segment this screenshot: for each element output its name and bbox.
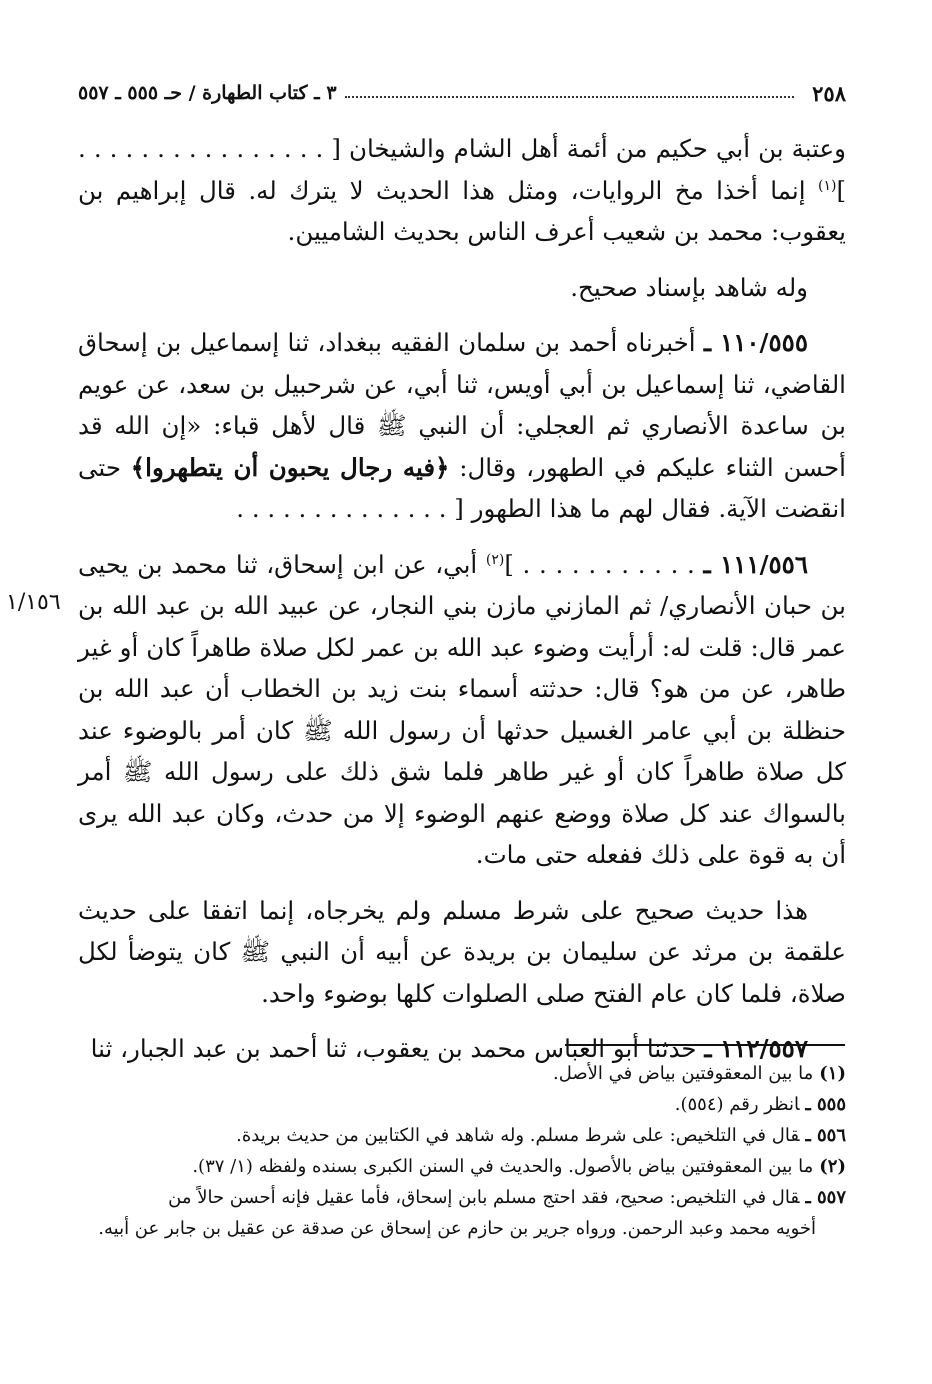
quran-quote: ﴿فيه رجال يحبون أن يتطهروا﴾ — [130, 452, 450, 482]
footnote-separator — [565, 1044, 845, 1046]
footnote-557-continued: أخويه محمد وعبد الرحمن. ورواه جرير بن حازم عن إسحاق عن صدقة عن عقيل بن جابر عن أبيه. — [98, 1218, 816, 1239]
footnote-marker-2: (٢) — [485, 551, 505, 568]
main-text — [78, 128, 846, 1084]
footnote-556: ٥٥٦ ـقال في التلخيص: على شرط مسلم. وله شاهد في الكتابين من حديث بريدة. — [236, 1125, 846, 1146]
hadith-number-557: ١١٢/٥٥٧ ـ — [704, 1034, 808, 1063]
paragraph-commentary: هذا حديث صحيح على شرط مسلم ولم يخرجاه، إنما اتفقا على حديث علقمة بن مرثد عن سليمان بن بريدة عن أبيه أن النبي ﷺ كان يتوضأ لكل صلاة، فلما كان عام الفتح صلى الصلوات كلها بوضوء واحد. — [78, 895, 846, 1008]
hadith-number-556: ١١١/٥٥٦ ـ — [703, 549, 808, 579]
page-number: ٢٥٨ — [812, 80, 846, 106]
footnote-555: ٥٥٥ ـانظر رقم (٥٥٤). — [674, 1094, 846, 1115]
paragraph-2: وله شاهد بإسناد صحيح. — [570, 272, 808, 302]
footnotes — [78, 1058, 846, 1244]
hadith-556: ١١١/٥٥٦ ـ . . . . . . . . . . . ]$^{(٢)}$ أبي، عن ابن إسحاق، ثنا محمد بن يحيى بن حبان الأنصاري/ ثم المازني مازن بني النجار، عن عبيد الله بن عبد الله بن عمر قال: قلت له: أرأيت وضوء عبد الله بن عمر لكل صلاة طاهراً كان أو غير طاهر، عن من هو؟ قال: حدثته أسماء بنت زيد بن الخطاب أن عبد الله بن حنظلة بن أبي عامر الغسيل حدثها أن رسول الله ﷺ كان أمر بالوضوء عند كل صلاة طاهراً كان أو غير طاهر فلما شق ذلك على رسول الله ﷺ أمر بالسواك عند كل صلاة ووضع عنهم الوضوء إلا من حدث، وكان عبد الله يرى أن به قوة على ذلك ففعله حتى مات. — [78, 549, 846, 869]
margin-page-reference: ١/١٥٦ — [6, 590, 61, 615]
running-title: ٣ ـ كتاب الطهارة / حـ ٥٥٥ ـ ٥٥٧ — [78, 82, 337, 104]
hadith-555: ١١٠/٥٥٥ ـ أخبرناه أحمد بن سلمان الفقيه ببغداد، ثنا إسماعيل بن إسحاق القاضي، ثنا إسماعيل بن أبي أويس، ثنا أبي، عن شرحبيل بن سعد، عن عويم بن ساعدة الأنصاري ثم العجلي: أن النبي ﷺ قال لأهل قباء: «إن الله قد أحسن الثناء عليكم في الطهور، وقال: ﴿فيه رجال يحبون أن يتطهروا﴾ حتى انقضت الآية. فقال لهم ما هذا الطهور [ . . . . . . . . . . . . . . — [78, 328, 846, 523]
hadith-557: ١١٢/٥٥٧ ـ حدثنا أبو العباس محمد بن يعقوب، ثنا أحمد بن عبد الجبار، ثنا — [90, 1034, 808, 1063]
header-dotted-leader — [345, 95, 795, 98]
paragraph-1: وعتبة بن أبي حكيم من أئمة أهل الشام والشيخان [ . . . . . . . . . . . . . . . . ]$^{(١)}$ إنما أخذا مخ الروايات، ومثل هذا الحديث لا يترك له. قال إبراهيم بن يعقوب: محمد بن شعيب أعرف الناس بحديث الشاميين. — [78, 134, 846, 246]
footnote-2: (٢)ما بين المعقوفتين بياض بالأصول. والحديث في السنن الكبرى بسنده ولفظه (١/ ٣٧). — [192, 1156, 846, 1177]
footnote-1: (١)ما بين المعقوفتين بياض في الأصل. — [553, 1063, 846, 1084]
running-header — [78, 78, 846, 108]
footnote-557: ٥٥٧ ـقال في التلخيص: صحيح، فقد احتج مسلم بابن إسحاق، فأما عقيل فإنه أحسن حالاً من — [168, 1187, 846, 1208]
hadith-number-555: ١١٠/٥٥٥ ـ — [703, 328, 808, 357]
footnote-marker-1: (١) — [817, 177, 837, 194]
